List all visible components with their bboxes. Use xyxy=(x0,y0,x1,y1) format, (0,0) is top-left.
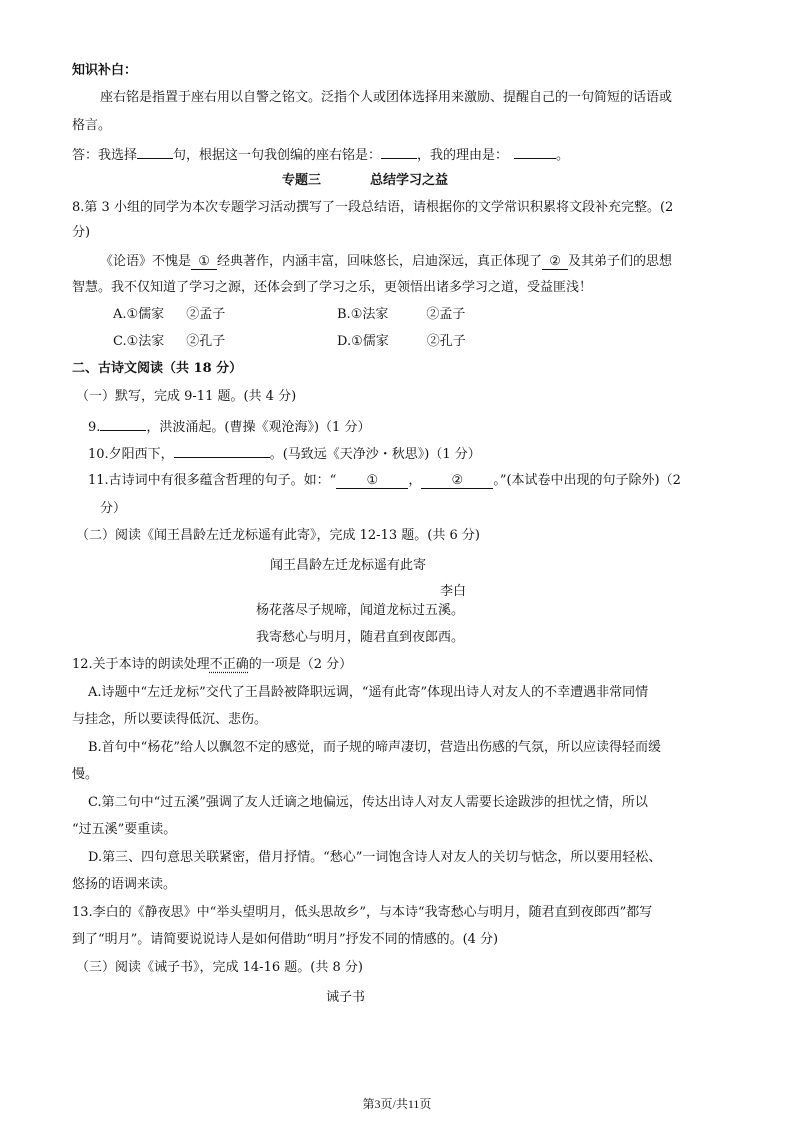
knowledge-heading: 知识补白： xyxy=(72,63,138,78)
poem-author: 李白 xyxy=(440,584,467,599)
q11-text-a: 11.古诗词中有很多蕴含哲理的句子。如：“ xyxy=(88,473,337,488)
option-part-1: ①儒家 xyxy=(126,307,165,322)
answer-blank-reason[interactable] xyxy=(514,145,556,159)
q12-option-d-line-2: 悠扬的语调来读。 xyxy=(72,877,177,892)
q11-line xyxy=(88,472,681,490)
option-part-1: ①儒家 xyxy=(351,334,389,349)
q12-option-c-line-1: C.第二句中“过五溪”强调了友人迁谪之地偏远，传达出诗人对友人需要长途跋涉的担忧之情，所以 xyxy=(88,795,648,810)
q9-number: 9. xyxy=(88,420,101,435)
knowledge-line-2: 格言。 xyxy=(72,118,112,133)
option-letter: D. xyxy=(337,334,352,349)
part1-heading: （一）默写，完成 9-11 题。(共 4 分) xyxy=(76,389,297,404)
option-part-2: ②孟子 xyxy=(426,307,466,322)
answer-blank-motto[interactable] xyxy=(381,145,417,159)
q12-stem xyxy=(72,656,352,674)
q8-text-c: 及其弟子们的思想 xyxy=(568,254,673,269)
option-letter: B. xyxy=(337,307,351,322)
answer-text-2: 句，根据这一句我创编的座右铭是： xyxy=(173,148,382,163)
answer-text-4: 。 xyxy=(556,148,570,163)
option-part-1: ①法家 xyxy=(350,307,389,322)
option-part-2: ②孔子 xyxy=(426,334,466,349)
q12-emphasis: 不正确 xyxy=(209,657,249,672)
q10-line xyxy=(88,444,481,464)
q9-blank[interactable] xyxy=(100,417,146,431)
q8-option-d[interactable] xyxy=(337,333,466,351)
q12-option-d-line-1: D.第三、四句意思关联紧密，借月抒情。“愁心”一词饱含诗人对友人的关切与惦念，所以要用轻松、 xyxy=(88,850,662,865)
option-part-2: ②孔子 xyxy=(186,334,226,349)
answer-blank-sentence[interactable] xyxy=(137,145,173,159)
answer-text-1: 答：我选择 xyxy=(72,148,138,163)
topic3-label: 专题三 xyxy=(282,173,322,188)
q11-text-c: 。”(本试卷中出现的句子除外)（2 xyxy=(493,473,681,488)
option-part-1: ①法家 xyxy=(126,334,165,349)
q12-text-a: 12.关于本诗的朗读处理 xyxy=(72,657,210,672)
q12-option-a-line-1: A.诗题中“左迁龙标”交代了王昌龄被降职远调，“遥有此寄”体现出诗人对友人的不幸遭遇非常同情 xyxy=(88,685,649,700)
q13-line-1: 13.李白的《静夜思》中“举头望明月，低头思故乡”，与本诗“我寄愁心与明月，随君直到夜郎西”都写 xyxy=(72,905,653,920)
part3-heading: （三）阅读《诫子书》，完成 14-16 题。(共 8 分) xyxy=(76,960,363,975)
q10-number: 10.夕阳西下， xyxy=(88,447,174,462)
answer-text-3: ，我的理由是： xyxy=(417,148,509,163)
q11-line-2: 分） xyxy=(100,501,127,516)
poem-title: 闻王昌龄左迁龙标遥有此寄 xyxy=(270,558,427,573)
q12-option-b-line-1: B.首句中“杨花”给人以飘忽不定的感觉，而子规的啼声凄切，营造出伤感的气氛，所以应读得轻而缓 xyxy=(88,740,661,755)
q8-text-a: 《论语》不愧是 xyxy=(100,254,192,269)
q11-blank-2[interactable]: ② xyxy=(421,474,493,489)
q8-option-c[interactable] xyxy=(113,333,225,351)
knowledge-line-1: 座右铭是指置于座右用以自警之铭文。泛指个人或团体选择用来激励、提醒自己的一句简短的话语或 xyxy=(100,90,673,105)
q9-text: ，洪波涌起。(曹操《观沧海》)（1 分） xyxy=(146,420,371,435)
q10-text: 。(马致远《天净沙・秋思》)（1 分） xyxy=(269,447,481,462)
option-part-2: ②孟子 xyxy=(186,307,226,322)
part2-heading: （二）阅读《闻王昌龄左迁龙标遥有此寄》，完成 12-13 题。(共 6 分) xyxy=(76,528,480,543)
q12-option-c-line-2: “过五溪”要重读。 xyxy=(72,822,177,837)
part3-title: 诫子书 xyxy=(326,990,366,1005)
q8-option-a[interactable] xyxy=(113,306,225,324)
q8-line-1: 8.第 3 小组的同学为本次专题学习活动撰写了一段总结语，请根据你的文学常识积累将文段补充完整。(2 xyxy=(72,200,674,215)
q8-text-b: 经典著作，内涵丰富，回味悠长，启迪深远，真正体现了 xyxy=(217,254,543,269)
q11-blank-1[interactable]: ① xyxy=(336,474,408,489)
page-footer: 第3页/共11页 xyxy=(362,1097,432,1111)
q8-paragraph-1 xyxy=(100,253,672,271)
q12-option-a-line-2: 与挂念，所以要读得低沉、悲伤。 xyxy=(72,712,268,727)
q13-line-2: 到了“明月”。请简要说说诗人是如何借助“明月”抒发不同的情感的。(4 分) xyxy=(72,932,499,947)
q8-line-2: 分) xyxy=(72,225,91,240)
q8-paragraph-2: 智慧。我不仅知道了学习之源，还体会到了学习之乐，更领悟出诸多学习之道，受益匪浅！ xyxy=(72,280,593,295)
poem-line-1: 杨花落尽子规啼，闻道龙标过五溪。 xyxy=(256,603,465,618)
poem-line-2: 我寄愁心与明月，随君直到夜郎西。 xyxy=(256,630,465,645)
q8-option-b[interactable] xyxy=(337,306,465,324)
q8-blank-1: ① xyxy=(191,255,217,270)
q8-blank-2: ② xyxy=(542,255,568,270)
answer-line xyxy=(72,145,569,165)
q10-blank[interactable] xyxy=(174,444,270,458)
q12-text-b: 的一项是（2 分） xyxy=(248,657,353,672)
option-letter: C. xyxy=(113,334,127,349)
option-letter: A. xyxy=(113,307,127,322)
topic3-title: 总结学习之益 xyxy=(370,173,449,188)
q9-line xyxy=(88,417,370,437)
section2-heading: 二、古诗文阅读（共 18 分） xyxy=(72,361,243,376)
q11-sep: ， xyxy=(408,473,422,488)
q12-option-b-line-2: 慢。 xyxy=(72,767,99,782)
